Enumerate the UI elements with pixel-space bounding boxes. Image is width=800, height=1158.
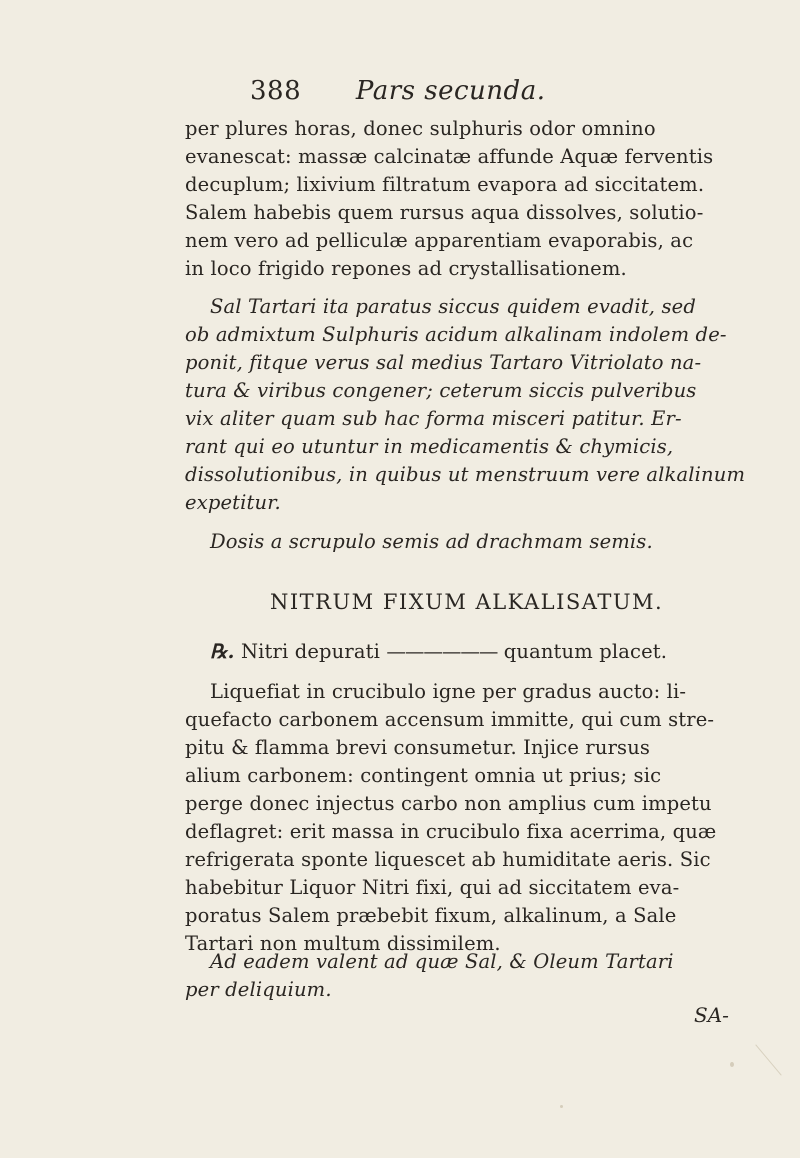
page-header: [250, 76, 545, 106]
text-line: perge donec injectus carbo non amplius cum impetu: [185, 792, 712, 815]
paper-spot: [730, 1062, 734, 1067]
text-line: nem vero ad pelliculæ apparentiam evaporabis, ac: [185, 229, 694, 252]
text-line: ob admixtum Sulphuris acidum alkalinam indolem de-: [185, 323, 727, 346]
ingredient-name: Nitri depurati: [240, 640, 381, 663]
text-line: dissolutionibus, in quibus ut menstruum vere alkalinum: [185, 463, 746, 486]
text-line: in loco frigido repones ad crystallisationem.: [185, 257, 627, 280]
text-line: quefacto carbonem accensum immitte, qui cum stre-: [185, 708, 715, 731]
dose-line: Dosis a scrupulo semis ad drachmam semis.: [210, 530, 653, 553]
paper-crease: [755, 1044, 781, 1075]
text-line: Ad eadem valent ad quæ Sal, & Oleum Tartari: [210, 950, 674, 973]
text-line: Liquefiat in crucibulo igne per gradus aucto: li-: [210, 680, 687, 703]
text-line: Salem habebis quem rursus aqua dissolves, solutio-: [185, 201, 704, 224]
text-line: rant qui eo utuntur in medicamentis & chymicis,: [185, 435, 674, 458]
text-line: evanescat: massæ calcinatæ affunde Aquæ ferventis: [185, 145, 714, 168]
section-title: NITRUM FIXUM ALKALISATUM.: [270, 590, 664, 614]
text-line: poratus Salem præbebit fixum, alkalinum, a Sale: [185, 904, 677, 927]
text-line: habebitur Liquor Nitri fixi, qui ad siccitatem eva-: [185, 876, 680, 899]
recipe-line: [210, 640, 770, 663]
catchword: SA-: [694, 1003, 729, 1027]
text-line: Tartari non multum dissimilem.: [185, 932, 501, 955]
text-line: decuplum; lixivium filtratum evapora ad siccitatem.: [185, 173, 705, 196]
running-title: Pars secunda.: [355, 76, 546, 106]
text-line: alium carbonem: contingent omnia ut prius; sic: [185, 764, 662, 787]
text-line: refrigerata sponte liquescet ab humiditate aeris. Sic: [185, 848, 711, 871]
text-line: ponit, fitque verus sal medius Tartaro Vitriolato na-: [185, 351, 702, 374]
page-number: 388: [250, 76, 302, 106]
text-line: tura & viribus congener; ceterum siccis pulveribus: [185, 379, 697, 402]
text-line: per plures horas, donec sulphuris odor omnino: [185, 117, 656, 140]
ingredient-amount: quantum placet.: [503, 640, 668, 663]
text-line: vix aliter quam sub hac forma misceri patitur. Er-: [185, 407, 682, 430]
recipe-symbol: ℞.: [210, 640, 235, 663]
dash-leader: ——————: [386, 640, 498, 663]
text-line: pitu & flamma brevi consumetur. Injice rursus: [185, 736, 651, 759]
text-line: deflagret: erit massa in crucibulo fixa acerrima, quæ: [185, 820, 717, 843]
text-line: Sal Tartari ita paratus siccus quidem evadit, sed: [210, 295, 696, 318]
text-line: per deliquium.: [185, 978, 332, 1001]
text-line: expetitur.: [185, 491, 281, 514]
paper-spot: [560, 1105, 563, 1108]
